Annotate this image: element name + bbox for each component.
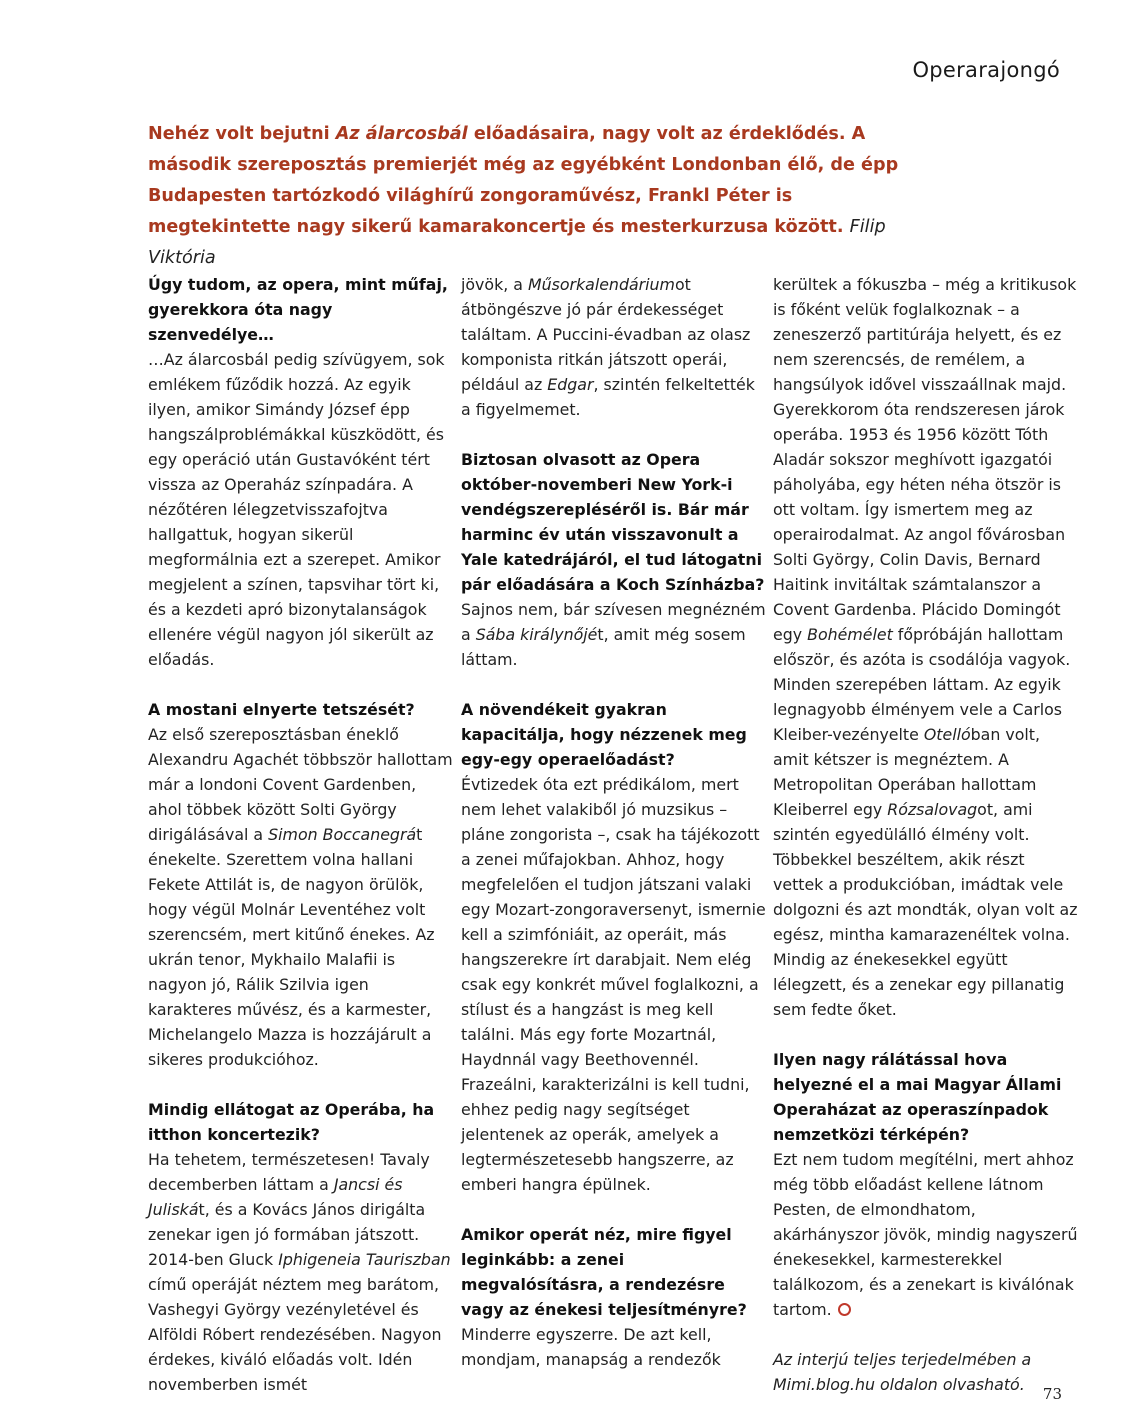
- section-title: Operarajongó: [912, 58, 1060, 82]
- question-7: Ilyen nagy rálátással hova helyezné el a mai Magyar Állami Operaházat az operaszínpadok nemzetközi térképén?: [773, 1050, 1062, 1144]
- page-number: 73: [1042, 1385, 1062, 1403]
- answer-6: Minderre egyszerre. De azt kell, mondjam, manapság a rendezők: [461, 1325, 721, 1369]
- question-4: Biztosan olvasott az Opera október-novemberi New York-i vendégszerepléséről is. Bár már harminc év után visszavonult a Yale katedrájáról, el tud látogatni pár előadására a Koch Színházba?: [461, 450, 765, 594]
- lead-paragraph: [148, 119, 928, 274]
- question-6: Amikor operát néz, mire figyel leginkább: a zenei megvalósításra, a rendezésre vagy az énekesi teljesítményre?: [461, 1225, 747, 1319]
- answer-3-continued: jövök, a Műsorkalendáriumot átböngészve jó pár érdekességet találtam. A Puccini-évadban az olasz komponista ritkán játszott operái, például az Edgar, szintén felkeltették a figyelmemet.: [461, 275, 755, 419]
- answer-6-continued: kerültek a fókuszba – még a kritikusok is főként velük foglalkoznak – a zeneszerző partitúrája helyett, és ez nem szerencsés, de remélem, a hangsúlyok idővel visszaállnak majd. Gyerekkorom óta rendszeresen járok operába. 1953 és 1956 között Tóth Aladár sokszor meghívott igazgatói páholyába, egy héten néha ötször is ott voltam. Így ismertem meg az operairodalmat. Az angol fővárosban Solti György, Colin Davis, Bernard Haitink invitáltak számtalanszor a Covent Gardenba. Plácido Domingót egy Bohémélet főpróbáján hallottam először, és azóta is csodálója vagyok. Minden szerepében láttam. Az egyik legnagyobb élményem vele a Carlos Kleiber-vezényelte Otellóban volt, amit kétszer is megnéztem. A Metropolitan Operában hallottam Kleiberrel egy Rózsalovagot, ami szintén egyedülálló élmény volt. Többekkel beszéltem, akik részt vettek a produkcióban, imádtak vele dolgozni és azt mondták, olyan volt az egész, mintha kamarazenéltek volna. Mindig az énekesekkel együtt lélegzett, és a zenekar egy pillanatig sem fedte őket.: [773, 275, 1078, 1019]
- question-3: Mindig ellátogat az Operába, ha itthon koncertezik?: [148, 1100, 435, 1144]
- text-column-2: [461, 272, 766, 1372]
- answer-1: …Az álarcosbál pedig szívügyem, sok emlékem fűződik hozzá. Az egyik ilyen, amikor Simándy József épp hangszálproblémákkal küszködött, és egy operáció után Gustavóként tért vissza az Operaház színpadára. A nézőtéren lélegzetvisszafojtva hallgattuk, hogyan sikerül megformálnia ezt a szerepet. Amikor megjelent a színen, tapsvihar tört ki, és a kezdeti apró bizonytalanságok ellenére végül nagyon jól sikerült az előadás.: [148, 350, 445, 669]
- answer-3: Ha tehetem, természetesen! Tavaly decemberben láttam a Jancsi és Juliskát, és a Kovács János dirigálta zenekar igen jó formában játszott. 2014-ben Gluck Iphigeneia Tauriszban című operáját néztem meg barátom, Vashegyi György vezényletével és Alföldi Róbert rendezésében. Nagyon érdekes, kiváló előadás volt. Idén novemberben ismét: [148, 1150, 451, 1394]
- lead-author: Filip Viktória: [148, 217, 886, 268]
- answer-4: Sajnos nem, bár szívesen megnézném a Sába királynőjét, amit még sosem láttam.: [461, 600, 766, 669]
- end-mark-icon: [838, 1303, 851, 1316]
- lead-text-1: Nehéz volt bejutni: [148, 124, 336, 144]
- question-5: A növendékeit gyakran kapacitálja, hogy nézzenek meg egy-egy operaelőadást?: [461, 700, 747, 769]
- question-2: A mostani elnyerte tetszését?: [148, 700, 415, 719]
- answer-7: Ezt nem tudom megítélni, mert ahhoz még több előadást kellene látnom Pesten, de elmondhatom, akárhányszor jövök, mindig nagyszerű énekesekkel, karmesterekkel találkozom, és a zenekart is kiválónak tartom.: [773, 1150, 1078, 1319]
- text-column-1: [148, 272, 453, 1397]
- answer-5: Évtizedek óta ezt prédikálom, mert nem lehet valakiből jó muzsikus – pláne zongorista –, csak ha tájékozott a zenei műfajokban. Ahhoz, hogy megfelelően el tudjon játszani valaki egy Mozart-zongoraversenyt, ismernie kell a szimfóniáit, az operáit, más hangszerekre írt darabjait. Nem elég csak egy konkrét művel foglalkozni, a stílust és a hangzást is meg kell találni. Más egy forte Mozartnál, Haydnnál vagy Beethovennél. Frazeálni, karakterizálni is kell tudni, ehhez pedig nagy segítséget jelentenek az operák, amelyek a legtermészetesebb hangszerre, az emberi hangra épülnek.: [461, 775, 766, 1194]
- question-1: Úgy tudom, az opera, mint műfaj, gyerekkora óta nagy szenvedélye…: [148, 275, 448, 344]
- text-column-3: [773, 272, 1078, 1397]
- source-note: Az interjú teljes terjedelmében a Mimi.blog.hu oldalon olvasható.: [773, 1350, 1032, 1394]
- lead-title-italic: Az álarcosbál: [335, 124, 468, 144]
- answer-2: Az első szereposztásban éneklő Alexandru Agachét többször hallottam már a londoni Covent Gardenben, ahol többek között Solti György dirigálásával a Simon Boccanegrát énekelte. Szerettem volna hallani Fekete Attilát is, de nagyon örülök, hogy végül Molnár Leventéhez volt szerencsém, mert kitűnő énekes. Az ukrán tenor, Mykhailo Malafii is nagyon jó, Rálik Szilvia igen karakteres művész, és a karmester, Michelangelo Mazza is hozzájárult a sikeres produkcióhoz.: [148, 725, 453, 1069]
- lead-text-2: előadásaira, nagy volt az érdeklődés. A második szereposztás premierjét még az egyébként Londonban élő, de épp Budapesten tartózkodó világhírű zongoraművész, Frankl Péter is megtekintette nagy sikerű kamarakoncertje és mesterkurzusa között.: [148, 124, 899, 237]
